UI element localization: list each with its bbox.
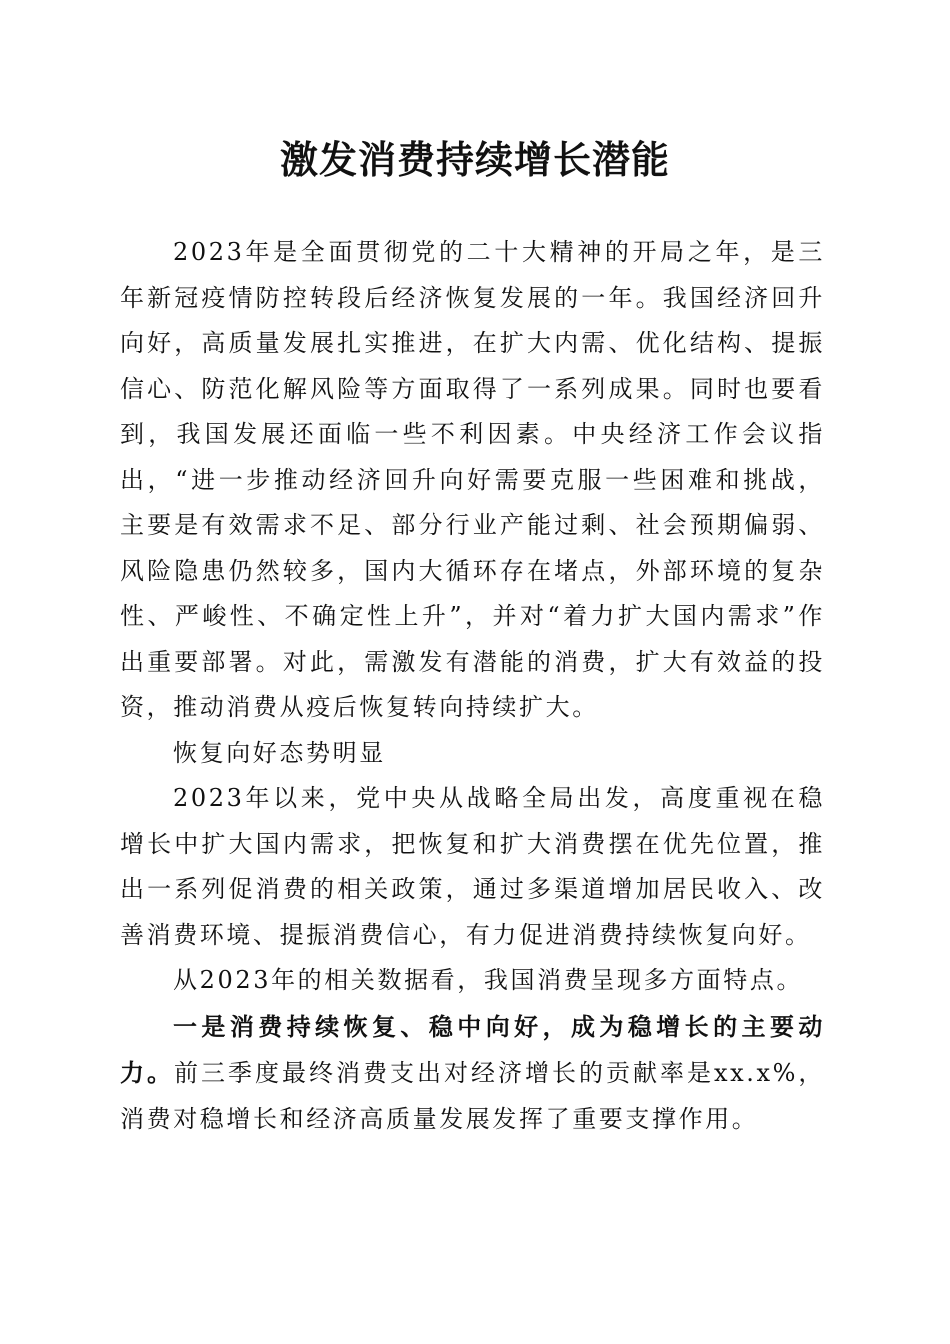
paragraph-data-overview: 从2023年的相关数据看，我国消费呈现多方面特点。 [173, 966, 804, 994]
paragraph-policy: 2023年以来，党中央从战略全局出发，高度重视在稳增长中扩大国内需求，把恢复和扩大消费摆在优先位置，推出一系列促消费的相关政策，通过多渠道增加居民收入、改善消费环境、提振消费信心，有力促进消费持续恢复向好。 [120, 784, 825, 949]
document-body [120, 230, 825, 1142]
paragraph-intro: 2023年是全面贯彻党的二十大精神的开局之年，是三年新冠疫情防控转段后经济恢复发展的一年。我国经济回升向好，高质量发展扎实推进，在扩大内需、优化结构、提振信心、防范化解风险等方面取得了一系列成果。同时也要看到，我国发展还面临一些不利因素。中央经济工作会议指出，“进一步推动经济回升向好需要克服一些困难和挑战，主要是有效需求不足、部分行业产能过剩、社会预期偏弱、风险隐患仍然较多，国内大循环存在堵点，外部环境的复杂性、严峻性、不确定性上升”，并对“着力扩大国内需求”作出重要部署。对此，需激发有潜能的消费，扩大有效益的投资，推动消费从疫后恢复转向持续扩大。 [120, 238, 825, 721]
point-one-text: 前三季度最终消费支出对经济增长的贡献率是xx.x%，消费对稳增长和经济高质量发展发挥了重要支撑作用。 [120, 1059, 825, 1133]
paragraph-point-one [120, 1004, 825, 1143]
section-heading-recovery: 恢复向好态势明显 [173, 738, 386, 767]
document-title: 激发消费持续增长潜能 [279, 137, 670, 182]
point-one-lead: 一是消费持续恢复、稳中向好，成为稳增长的主要动力。 [120, 1011, 825, 1087]
